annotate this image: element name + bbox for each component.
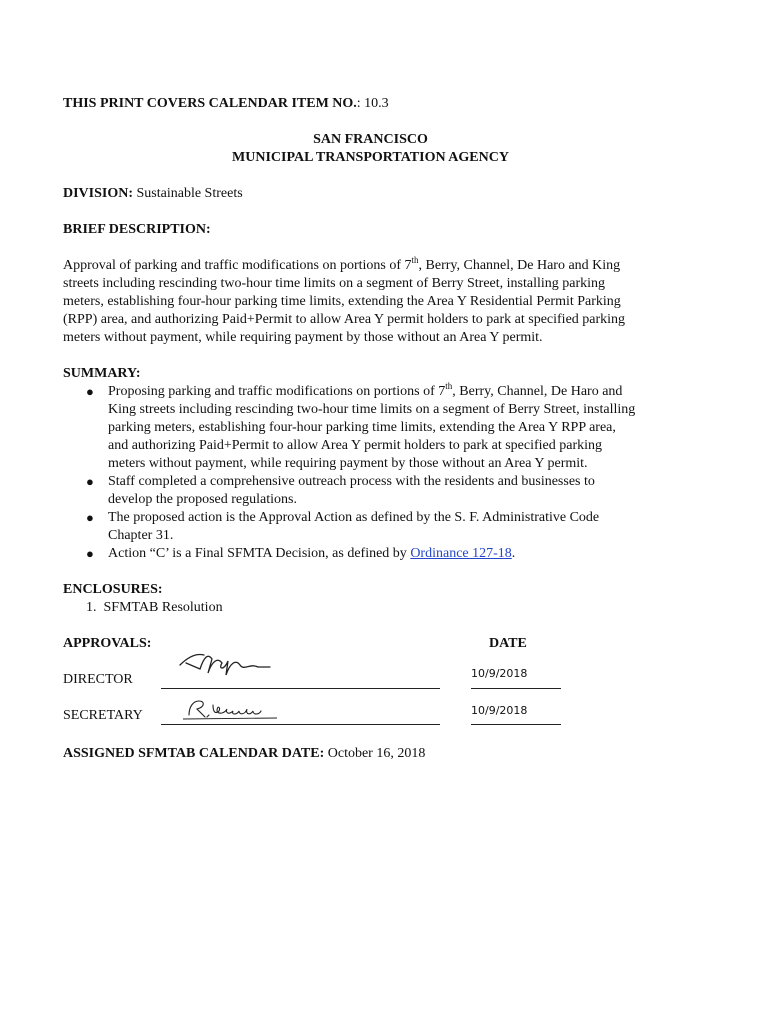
director-date-line — [471, 688, 561, 689]
director-label: DIRECTOR — [63, 672, 133, 687]
bullet-icon: ● — [86, 474, 94, 489]
division-value: Sustainable Streets — [133, 186, 243, 201]
director-signature — [178, 649, 278, 679]
list-item: ● Action “C’ is a Final SFMTA Decision, as defined by Ordinance 127-18. — [86, 546, 516, 561]
agency-city: SAN FRANCISCO — [313, 132, 428, 147]
secretary-date-line — [471, 724, 561, 725]
bullet-icon: ● — [86, 510, 94, 525]
director-signature-line — [161, 688, 440, 689]
bullet-icon: ● — [86, 546, 94, 561]
brief-description-text: Approval of parking and traffic modifications on portions of 7th, Berry, Channel, De Haro and King streets including rescinding two-hour time limits on a segment of Berry Street, installing parking meters, establishing four-hour parking time limits, extending the Area Y Residential Permit Parking (RPP) area, and authorizing Paid+Permit to allow Area Y permit holders to park at specified parking meters without payment, while requiring payment by those without an Area Y permit. — [63, 255, 626, 345]
list-item: ● Staff completed a comprehensive outreach process with the residents and businesses to develop the proposed regulations. — [86, 474, 595, 507]
agency-name: MUNICIPAL TRANSPORTATION AGENCY — [232, 150, 509, 165]
division-line — [63, 185, 683, 203]
brief-description-heading: BRIEF DESCRIPTION: — [63, 222, 211, 237]
assigned-date-line — [63, 745, 683, 763]
list-item: ● The proposed action is the Approval Action as defined by the S. F. Administrative Code Chapter 31. — [86, 510, 600, 543]
calendar-item-number: : 10.3 — [356, 96, 389, 111]
calendar-item-label: THIS PRINT COVERS CALENDAR ITEM NO. — [63, 96, 357, 111]
secretary-signature — [181, 697, 281, 723]
list-item: ● Proposing parking and traffic modifications on portions of 7th, Berry, Channel, De Haro and King streets including rescinding two-hour time limits on a segment of Berry Street, installing parking meters, establishing four-hour parking time limits, extending the Area Y RPP area, and authorizing Paid+Permit to allow Area Y permit holders to park at specified parking meters without payment, while requiring payment by those without an Area Y permit. — [86, 381, 636, 471]
summary-heading: SUMMARY: — [63, 366, 141, 381]
bullet-icon: ● — [86, 384, 94, 399]
assigned-date-label: ASSIGNED SFMTAB CALENDAR DATE: — [63, 746, 325, 761]
assigned-date-value: October 16, 2018 — [324, 746, 426, 761]
secretary-date: 10/9/2018 — [471, 704, 528, 717]
enclosure-item: 1. SFMTAB Resolution — [86, 600, 223, 615]
summary-list — [63, 383, 683, 563]
approvals-heading: APPROVALS: — [63, 636, 152, 651]
enclosures-heading: ENCLOSURES: — [63, 582, 163, 597]
secretary-label: SECRETARY — [63, 708, 143, 723]
secretary-signature-line — [161, 724, 440, 725]
director-date: 10/9/2018 — [471, 667, 528, 680]
division-label: DIVISION: — [63, 186, 134, 201]
agency-heading — [63, 131, 678, 167]
approvals-block — [63, 635, 683, 745]
memo-page — [63, 95, 683, 763]
date-heading: DATE — [489, 636, 527, 651]
calendar-item-line — [63, 95, 683, 113]
ordinance-link[interactable]: Ordinance 127-18 — [410, 546, 512, 561]
